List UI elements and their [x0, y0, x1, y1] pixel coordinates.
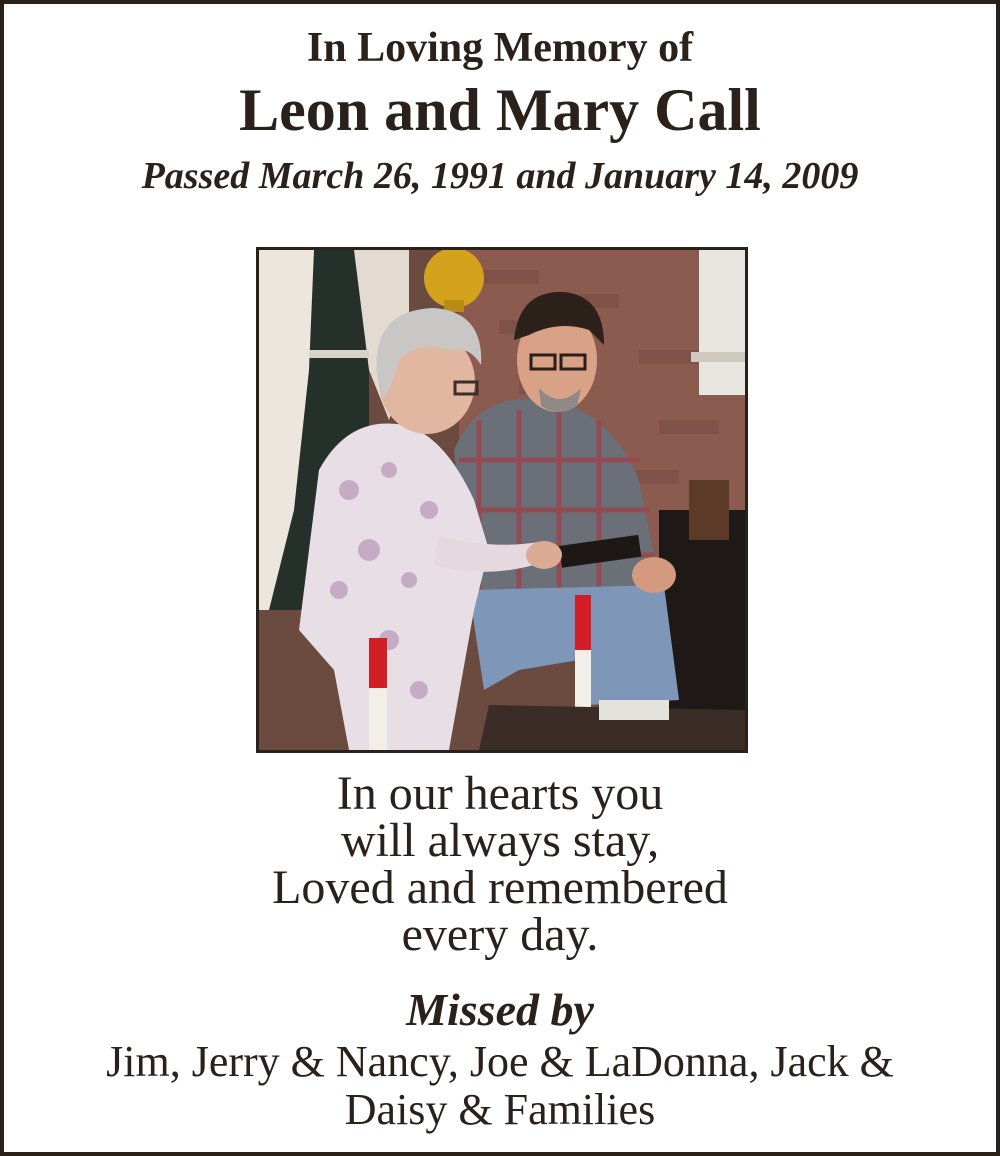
family-line: Jim, Jerry & Nancy, Joe & LaDonna, Jack & — [106, 1037, 894, 1086]
memorial-photo — [256, 247, 748, 753]
memorial-names: Leon and Mary Call — [239, 77, 761, 143]
poem-line: In our hearts you — [336, 767, 664, 820]
memorial-heading: In Loving Memory of — [306, 25, 694, 71]
missed-by-label: Missed by — [406, 984, 594, 1035]
couple-photo-illustration — [259, 250, 745, 750]
poem-line: will always stay, — [340, 814, 660, 867]
family-line: Daisy & Families — [344, 1085, 656, 1134]
memorial-poem — [4, 767, 996, 961]
poem-line: every day. — [401, 908, 599, 961]
memorial-dates: Passed March 26, 1991 and January 14, 2009 — [141, 155, 859, 197]
family-names — [4, 1038, 996, 1134]
poem-line: Loved and remembered — [272, 861, 728, 914]
